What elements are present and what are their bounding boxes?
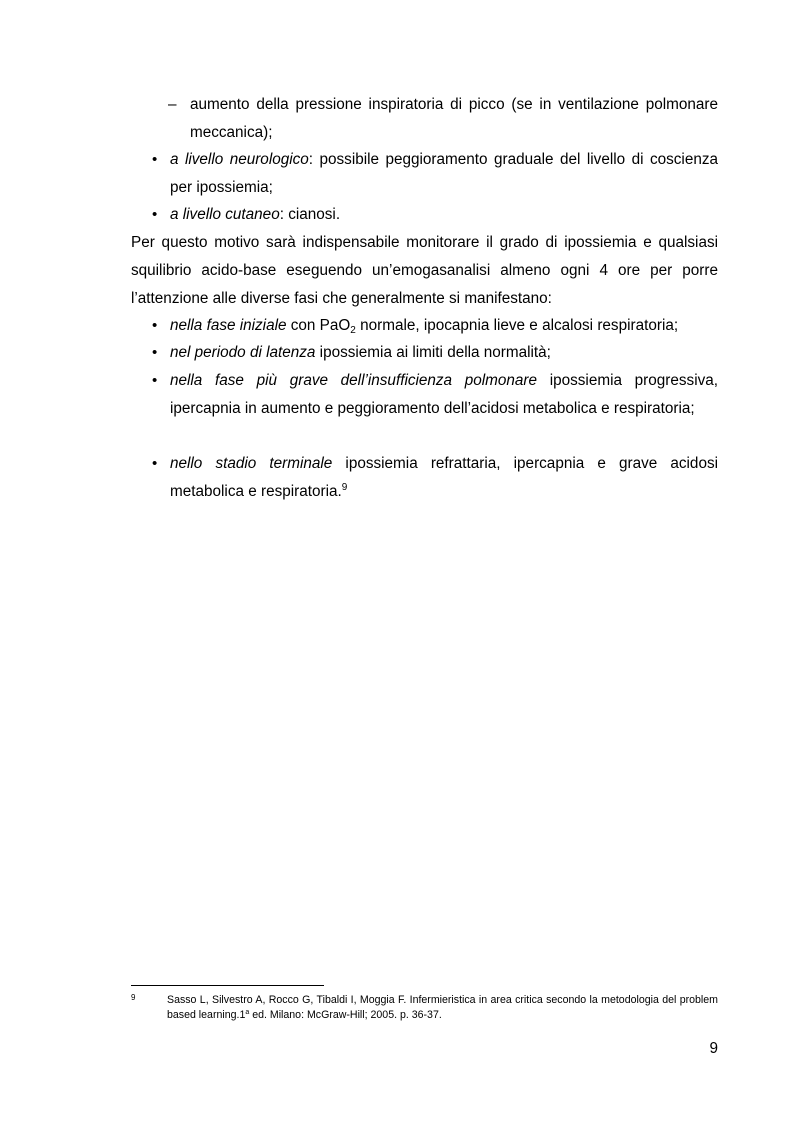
bullet-text: ipossiemia progressiva, ipercapnia in aumento e peggioramento dell’acidosi metabolica e respiratoria; — [170, 372, 718, 417]
bullet-item-cutaneo — [152, 201, 718, 229]
bullet-marker: • — [152, 344, 158, 361]
body-paragraph: Per questo motivo sarà indispensabile monitorare il grado di ipossiemia e qualsiasi squilibrio acido-base eseguendo un’emogasanalisi almeno ogni 4 ore per porre l’attenzione alle diverse fasi che generalmente si manifestano: — [131, 234, 718, 307]
bullet-text: : cianosi. — [279, 206, 341, 223]
bullet-item-fase-grave — [152, 367, 718, 422]
dash-item-text: aumento della pressione inspiratoria di picco (se in ventilazione polmonare meccanica); — [190, 96, 718, 141]
bullet-item-stadio-terminale — [152, 450, 718, 505]
bullet-lead: nel periodo di latenza — [170, 344, 316, 361]
footnote-superscript: a — [245, 1009, 250, 1016]
footnote-reference: 9 — [341, 481, 348, 493]
bullet-text: normale, ipocapnia lieve e alcalosi respiratoria; — [355, 317, 679, 334]
page-number: 9 — [709, 1040, 718, 1057]
bullet-text: : possibile peggioramento graduale del livello di coscienza per ipossiemia; — [170, 151, 718, 196]
bullet-text: ipossiemia ai limiti della normalità; — [315, 344, 551, 361]
bullet-lead: nella fase iniziale — [170, 317, 287, 334]
bullet-text: con PaO — [286, 317, 351, 334]
footnote-text-pre: Sasso L, Silvestro A, Rocco G, Tibaldi I, Moggia F. Infermieristica in area critica secondo la metodologia del problem based learning.1 — [167, 994, 718, 1021]
footnote-text — [167, 993, 718, 1023]
footnote-text-post: ed. Milano: McGraw-Hill; 2005. p. 36-37. — [249, 1009, 442, 1021]
bullet-lead: a livello cutaneo — [170, 206, 280, 223]
bullet-item-neurologico — [152, 146, 718, 201]
bullet-marker: • — [152, 317, 158, 334]
bullet-marker: • — [152, 206, 158, 223]
subscript: 2 — [350, 325, 356, 336]
dash-list-item — [168, 91, 718, 146]
footnote-separator — [131, 985, 324, 986]
bullet-lead: a livello neurologico — [170, 151, 309, 168]
bullet-marker: • — [152, 151, 158, 168]
bullet-marker: • — [152, 455, 158, 472]
dash-marker: – — [168, 96, 177, 113]
bullet-marker: • — [152, 372, 158, 389]
bullet-lead: nello stadio terminale — [170, 455, 333, 472]
bullet-item-latenza — [152, 339, 718, 367]
footnote-number: 9 — [131, 993, 136, 1002]
bullet-lead: nella fase più grave dell’insufficienza polmonare — [170, 372, 538, 389]
bullet-text: ipossiemia refrattaria, ipercapnia e grave acidosi metabolica e respiratoria. — [170, 455, 718, 500]
